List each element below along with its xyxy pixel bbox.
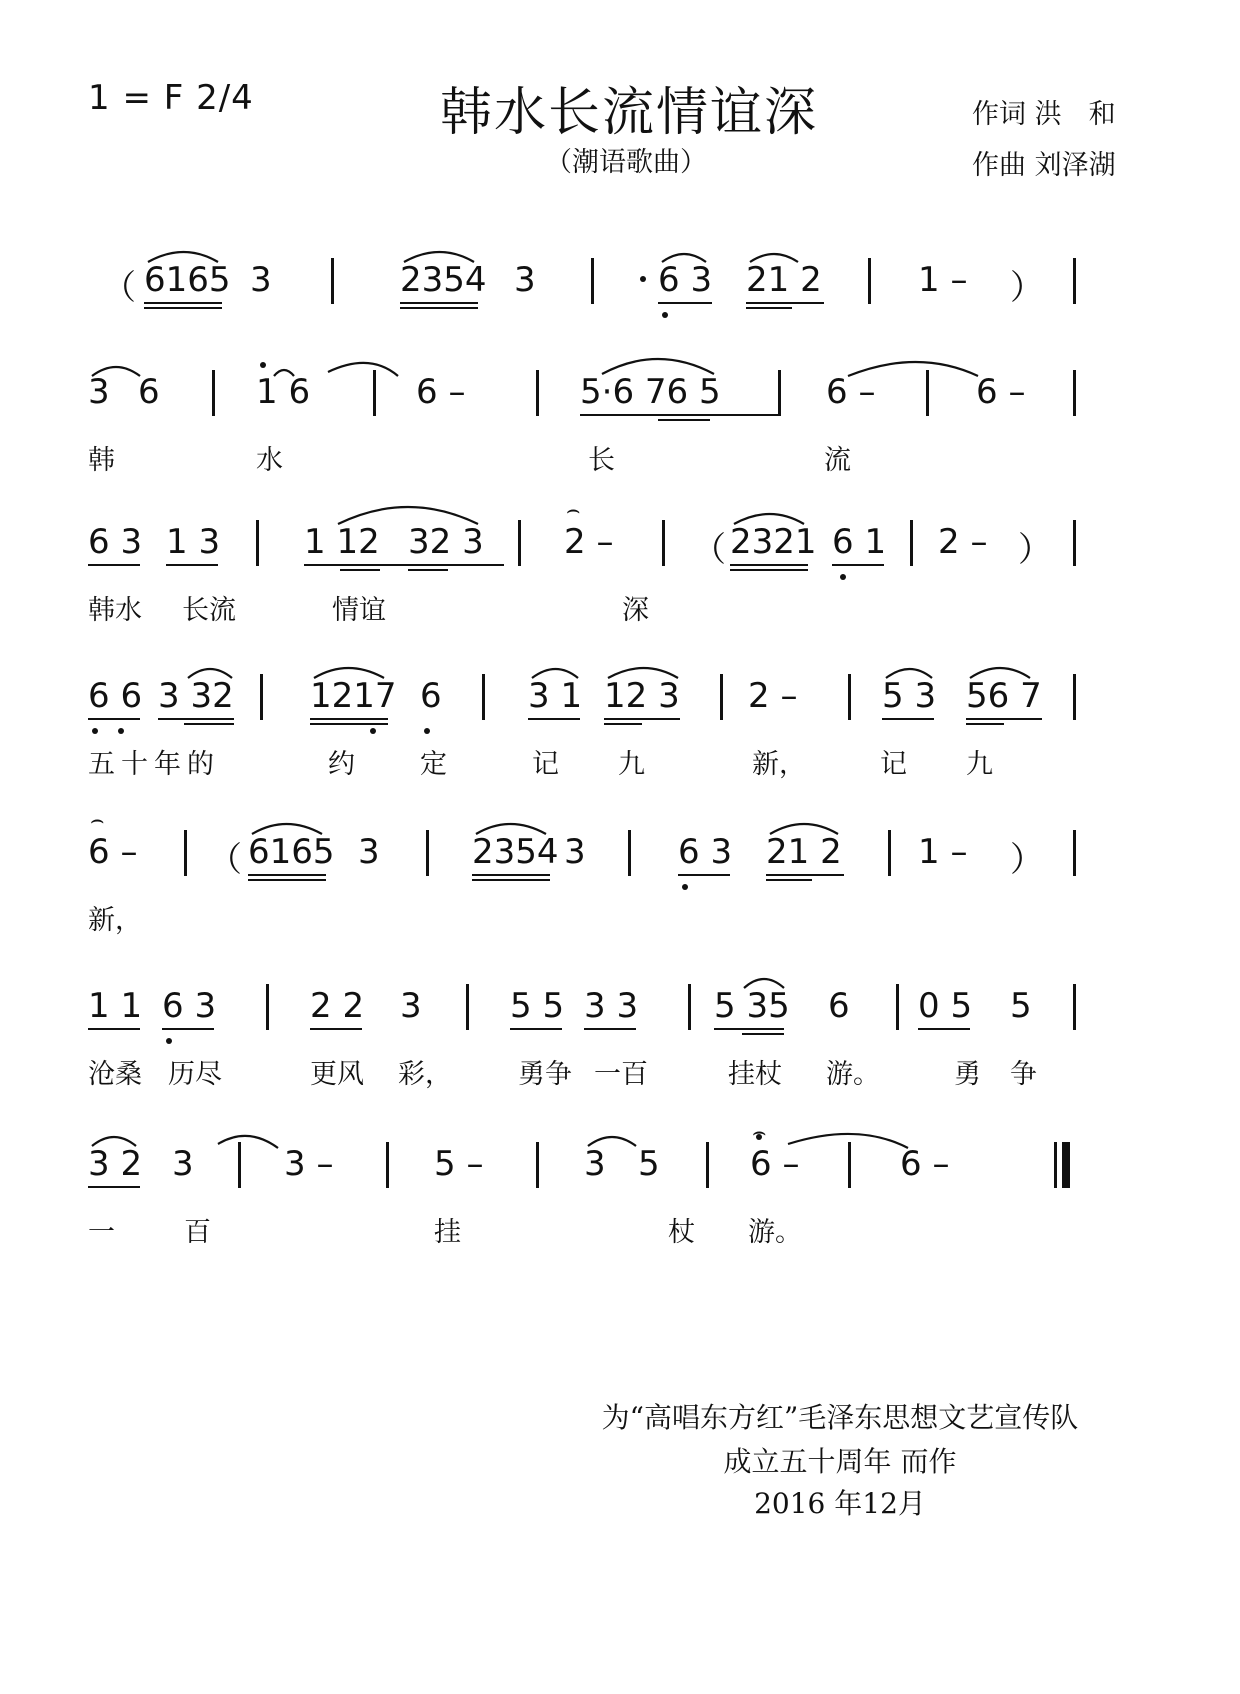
notation-token: 5	[1010, 986, 1032, 1026]
notation-token: 3	[584, 1144, 606, 1184]
slur-marks	[88, 362, 1178, 438]
notation-token: 3	[172, 1144, 194, 1184]
notation-token: 2 –	[938, 522, 988, 562]
notation-token: 3 32	[158, 676, 234, 716]
notation-token: （	[692, 530, 726, 570]
song-subtitle: （潮语歌曲）	[545, 147, 707, 178]
score-system-1	[88, 250, 1178, 326]
notation-token: 3	[358, 832, 380, 872]
score-system-3	[88, 498, 1178, 636]
notation-token: 6 –	[416, 372, 466, 412]
notation-token: 1 1	[88, 986, 143, 1026]
notation-token: 3	[564, 832, 586, 872]
notation-token: 2354	[472, 832, 559, 872]
lyric-text: 一	[88, 1217, 115, 1248]
notation-token: 3	[88, 372, 110, 412]
notation-token: 6 1	[832, 522, 887, 562]
lyric-text: 定	[420, 749, 447, 780]
notation-token: 0 5	[918, 986, 973, 1026]
lyric-text: 历尽	[168, 1059, 222, 1090]
notation-token: 1 –	[918, 260, 968, 300]
notation-token: ）	[1010, 268, 1044, 308]
notation-token: 2 –	[748, 676, 798, 716]
notation-token: 6 –	[88, 832, 138, 872]
notation-token: 1 –	[918, 832, 968, 872]
notation-token: 6 3	[88, 522, 143, 562]
dedication-line-2: 成立五十周年 而作	[723, 1445, 957, 1478]
notation-token: 6	[420, 676, 442, 716]
slur-marks	[88, 822, 1178, 898]
lyric-text: 五十年的	[88, 749, 220, 780]
notation-token: 21 2	[746, 260, 822, 300]
score-system-6	[88, 976, 1178, 1100]
notation-token: 5	[638, 1144, 660, 1184]
notation-token: 6165	[248, 832, 335, 872]
slur-marks	[88, 512, 1178, 588]
lyric-text: 挂	[434, 1217, 461, 1248]
notation-token: 6 –	[976, 372, 1026, 412]
lyric-text: 韩	[88, 445, 115, 476]
lyric-text: 勇	[954, 1059, 981, 1090]
lyric-text: 九	[966, 749, 993, 780]
lyric-text: 约	[328, 749, 355, 780]
fermata-icon: ⌢	[752, 1120, 767, 1145]
lyric-text: 游。	[826, 1059, 880, 1090]
lyric-text: 更风	[310, 1059, 364, 1090]
lyric-text: 深	[622, 595, 649, 626]
notation-token: 2321	[730, 522, 817, 562]
notation-token: 1217	[310, 676, 397, 716]
fermata-icon: ⌢	[566, 498, 581, 523]
lyric-text: 沧桑	[88, 1059, 142, 1090]
notation-token: 32 3	[408, 522, 484, 562]
notation-token: 2 –	[564, 522, 614, 562]
slur-marks	[88, 666, 1178, 742]
notation-token: ）	[1010, 840, 1044, 880]
notation-token: ）	[1018, 530, 1052, 570]
notation-token: 5 5	[510, 986, 565, 1026]
notation-token: 5 –	[434, 1144, 484, 1184]
score-system-5	[88, 808, 1178, 946]
notation-token: 2354	[400, 260, 487, 300]
notation-token: 6 3	[658, 260, 713, 300]
notation-token: 3 2	[88, 1144, 143, 1184]
notation-token: 6 3	[162, 986, 217, 1026]
lyric-text: 挂杖	[728, 1059, 782, 1090]
notation-token: 21 2	[766, 832, 842, 872]
lyric-text: 长流	[182, 595, 236, 626]
notation-token: 5·6 76 5	[580, 372, 721, 412]
notation-token: 6 –	[750, 1144, 800, 1184]
lyric-text: 杖	[668, 1217, 695, 1248]
slur-marks	[88, 1134, 1178, 1210]
notation-token: 3	[400, 986, 422, 1026]
notation-token: 3	[514, 260, 536, 300]
notation-token: 56 7	[966, 676, 1042, 716]
notation-token: 3 3	[584, 986, 639, 1026]
score-system-2	[88, 362, 1178, 486]
lyric-text: 游。	[748, 1217, 802, 1248]
notation-token: （	[102, 268, 136, 308]
notation-token: 1 6	[256, 372, 311, 412]
notation-token: 6 6	[88, 676, 143, 716]
lyric-text: 争	[1010, 1059, 1037, 1090]
lyric-text: 勇争	[518, 1059, 572, 1090]
lyric-text: 百	[184, 1217, 211, 1248]
dedication-line-1: 为“高唱东方红”毛泽东思想文艺宣传队	[601, 1401, 1079, 1434]
lyric-text: 新，	[88, 905, 142, 936]
lyric-text: 一百	[594, 1059, 648, 1090]
notation-token: 6	[828, 986, 850, 1026]
notation-token: 6 3	[678, 832, 733, 872]
notation-token: 6	[138, 372, 160, 412]
score-system-4	[88, 666, 1178, 790]
notation-token: 6 –	[900, 1144, 950, 1184]
composer-credit: 作曲 刘泽湖	[972, 150, 1116, 181]
notation-token: （	[208, 840, 242, 880]
notation-token: 3	[250, 260, 272, 300]
fermata-icon: ⌢	[90, 808, 105, 833]
notation-token: 5 3	[882, 676, 937, 716]
slur-marks	[88, 250, 1178, 326]
lyric-text: 记	[532, 749, 559, 780]
notation-token: 12 3	[604, 676, 680, 716]
lyric-text: 新，	[752, 749, 806, 780]
notation-token: 2 2	[310, 986, 365, 1026]
lyric-text: 水	[256, 445, 283, 476]
dedication-date: 2016 年12月	[754, 1487, 926, 1520]
lyric-text: 韩水	[88, 595, 142, 626]
lyric-text: 彩，	[398, 1059, 452, 1090]
notation-token: 3 –	[284, 1144, 334, 1184]
lyric-text: 流	[824, 445, 851, 476]
notation-token: 1 12	[304, 522, 380, 562]
song-title: 韩水长流情谊深	[440, 83, 819, 143]
notation-token: 5 35	[714, 986, 790, 1026]
notation-token: 1 3	[166, 522, 221, 562]
score-system-7	[88, 1120, 1178, 1258]
lyric-text: 九	[618, 749, 645, 780]
lyric-text: 情谊	[332, 595, 386, 626]
notation-token: 6165	[144, 260, 231, 300]
lyric-text: 记	[880, 749, 907, 780]
notation-token: 3 1	[528, 676, 583, 716]
lyric-text: 长	[588, 445, 615, 476]
lyricist-credit: 作词 洪 和	[972, 99, 1116, 130]
key-signature: 1 = F 2/4	[88, 78, 254, 118]
slur-marks	[88, 976, 1178, 1052]
notation-token: 6 –	[826, 372, 876, 412]
